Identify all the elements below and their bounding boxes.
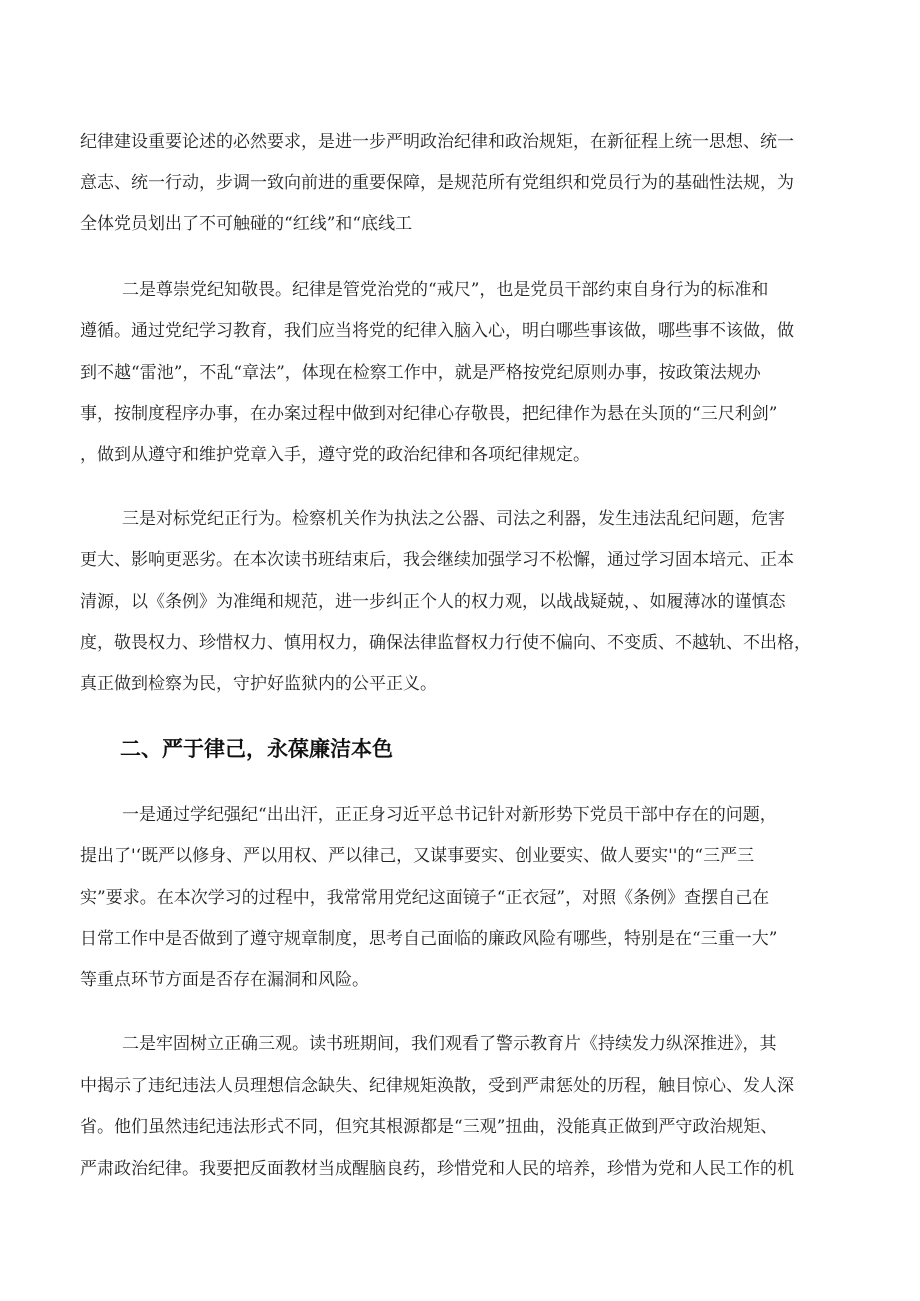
text-line: 二是尊崇党纪知敬畏。纪律是管党治党的“戒尺”，也是党员干部约束自身行为的标准和 — [122, 280, 769, 300]
text-line: 遵循。通过党纪学习教育，我们应当将党的纪律入脑入心，明白哪些事该做，哪些事不该做，做 — [80, 321, 794, 341]
text-line: 省。他们虽然违纪违法形式不同，但究其根源都是“三观”扭曲，没能真正做到严守政治规矩、 — [80, 1117, 778, 1137]
text-line: 二是牢固树立正确三观。读书班期间，我们观看了警示教育片《持续发力纵深推进》，其 — [122, 1034, 777, 1054]
text-line: 等重点环节方面是否存在漏洞和风险。 — [80, 970, 369, 990]
text-line: 一是通过学纪强纪“出出汗，正正身习近平总书记针对新形势下党员干部中存在的问题， — [122, 805, 777, 825]
text-line: 提出了'‘既严以修身、严以用权、严以律己，又谋事要实、创业要实、做人要实''的“三严三 — [80, 846, 755, 866]
text-line: 纪律建设重要论述的必然要求，是进一步严明政治纪律和政治规矩，在新征程上统一思想、统一 — [80, 132, 794, 152]
text-line: 更大、影响更恶劣。在本次读书班结束后，我会继续加强学习不松懈，通过学习固本培元、正本 — [80, 550, 794, 570]
text-line: 清源，以《条例》为准绳和规范，进一步纠正个人的权力观，以战战疑兢，、如履薄冰的谨慎态 — [80, 592, 786, 612]
text-line: 到不越“雷池”，不乱“章法”，体现在检察工作中，就是严格按党纪原则办事，按政策法规办 — [80, 363, 761, 383]
text-line: 事，按制度程序办事，在办案过程中做到对纪律心存敬畏，把纪律作为悬在头顶的“三尺利剑” — [80, 404, 778, 424]
text-line: 严肃政治纪律。我要把反面教材当成醒脑良药，珍惜党和人民的培养，珍惜为党和人民工作的机 — [80, 1159, 794, 1179]
text-line: 全体党员划出了不可触碰的“红线”和“底线工 — [80, 214, 413, 234]
text-line: 中揭示了违纪违法人员理想信念缺失、纪律规矩涣散，受到严肃惩处的历程，触目惊心、发人深 — [80, 1076, 794, 1096]
section-heading: 二、严于律己，永葆廉洁本色 — [120, 737, 393, 761]
text-line: 真正做到检察为民，守护好监狱内的公平正义。 — [80, 674, 437, 694]
text-line: 日常工作中是否做到了遵守规章制度，思考自己面临的廉政风险有哪些，特别是在“三重一大” — [80, 929, 778, 949]
text-line: 度，敬畏权力、珍惜权力、慎用权力，确保法律监督权力行使不偏向、不变质、不越轨、不出格， — [80, 633, 811, 653]
text-line: 意志、统一行动，步调一致向前进的重要保障，是规范所有党组织和党员行为的基础性法规，为 — [80, 173, 794, 193]
text-line: ，做到从遵守和维护党章入手，遵守党的政治纪律和各项纪律规定。 — [80, 445, 590, 465]
text-line: 实”要求。在本次学习的过程中，我常常用党纪这面镜子“正衣冠”，对照《条例》查摆自己在 — [80, 888, 770, 908]
text-line: 三是对标党纪正行为。检察机关作为执法之公器、司法之利器，发生违法乱纪问题，危害 — [122, 509, 785, 529]
